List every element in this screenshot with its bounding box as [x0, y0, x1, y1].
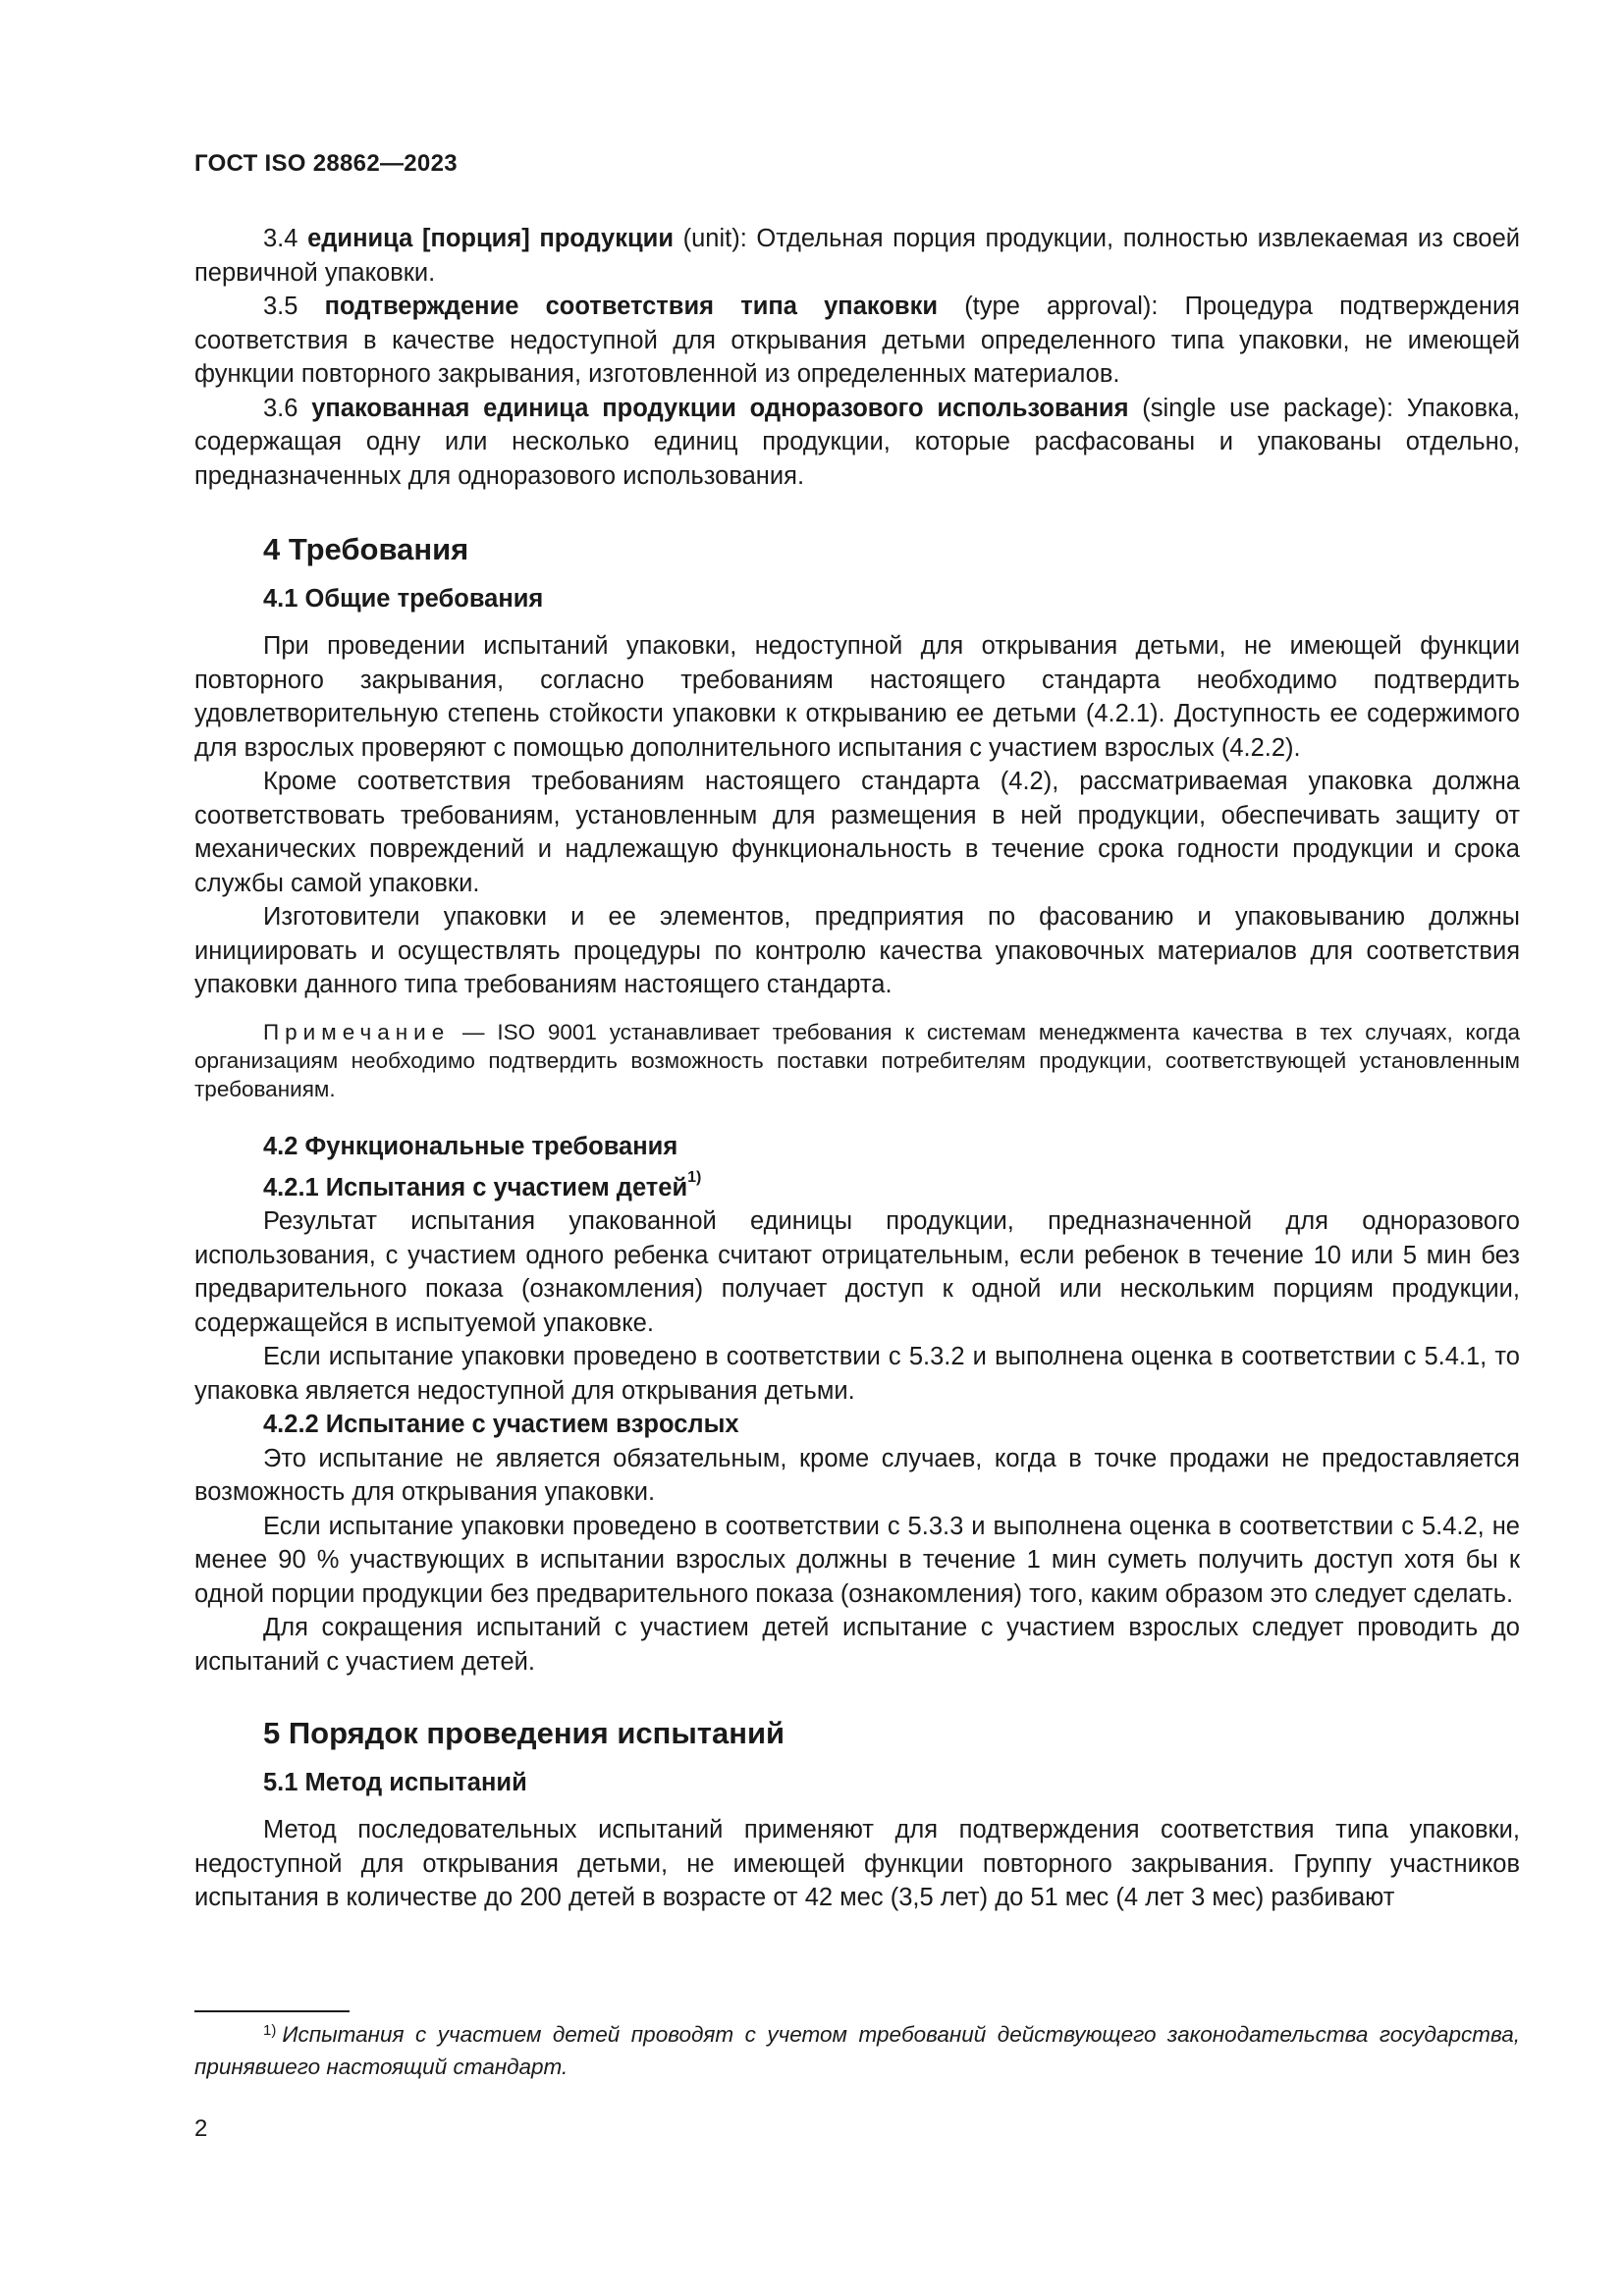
definition-term: подтверждение соответствия типа упаковки: [324, 293, 939, 320]
definition-text: (single use package): Упаковка, содержащая одну или несколько единиц продукции, которые расфасованы и упакованы отдельно, предназначенных для одноразового использования.: [194, 394, 1520, 490]
definition-term: упакованная единица продукции одноразового использования: [311, 394, 1129, 422]
note-text: — ISO 9001 устанавливает требования к системам менеджмента качества в тех случаях, когда организациям необходимо подтвердить возможность поставки потребителям продукции, соответствующей установленным требованиям.: [194, 1019, 1520, 1101]
definition-number: 3.5: [263, 293, 298, 320]
section-5-heading: 5 Порядок проведения испытаний: [263, 1716, 785, 1750]
definition-3-4: [194, 222, 1520, 290]
definition-3-5: [194, 290, 1520, 392]
definition-number: 3.6: [263, 394, 298, 422]
footnote-mark: 1): [263, 2022, 277, 2039]
paragraph: Изготовители упаковки и ее элементов, предприятия по фасованию и упаковыванию должны инициировать и осуществлять процедуры по контролю качества упаковочных материалов для соответствия упаковки данного типа требованиям настоящего стандарта.: [194, 903, 1520, 998]
paragraph: Для сокращения испытаний с участием детей испытание с участием взрослых следует проводить до испытаний с участием детей.: [194, 1614, 1520, 1676]
definition-text: (unit): Отдельная порция продукции, полностью извлекаемая из своей первичной упаковки.: [194, 225, 1521, 287]
definition-text: (type approval): Процедура подтверждения соответствия в качестве недоступной для открывания детьми определенного типа упаковки, не имеющей функции повторного закрывания, изготовленной из определенных материалов.: [194, 293, 1520, 388]
footnote: [194, 2020, 1520, 2082]
paragraph: Метод последовательных испытаний применяют для подтверждения соответствия типа упаковки, недоступной для открывания детьми, не имеющей функции повторного закрывания. Группу участников испытания в количестве до 200 детей в возрасте от 42 мес (3,5 лет) до 51 мес (4 лет 3 мес) разбивают: [194, 1816, 1520, 1911]
paragraph: При проведении испытаний упаковки, недоступной для открывания детьми, не имеющей функции повторного закрывания, согласно требованиям настоящего стандарта необходимо подтвердить удовлетворительную степень стойкости упаковки к открыванию ее детьми (4.2.1). Доступность ее содержимого для взрослых проверяют с помощью дополнительного испытания с участием взрослых (4.2.2).: [194, 632, 1520, 762]
section-5-1-heading: 5.1 Метод испытаний: [263, 1769, 527, 1796]
footnote-text: Испытания с участием детей проводят с учетом требований действующего законодательства государства, принявшего настоящий стандарт.: [194, 2022, 1520, 2079]
paragraph: Результат испытания упакованной единицы продукции, предназначенной для одноразового использования, с участием одного ребенка считают отрицательным, если ребенок в течение 10 или 5 мин без предварительного показа (ознакомления) получает доступ к одной или нескольким порциям продукции, содержащейся в испытуемой упаковке.: [194, 1207, 1520, 1337]
paragraph: Если испытание упаковки проведено в соответствии с 5.3.2 и выполнена оценка в соответствии с 5.4.1, то упаковка является недоступной для открывания детьми.: [194, 1343, 1520, 1405]
document-body: [194, 222, 1520, 1915]
footnote-divider: [194, 2010, 350, 2012]
definition-term: единица [порция] продукции: [307, 225, 675, 252]
paragraph: Это испытание не является обязательным, кроме случаев, когда в точке продажи не предоставляется возможность для открывания упаковки.: [194, 1444, 1520, 1506]
section-4-2-2-heading: 4.2.2 Испытание с участием взрослых: [263, 1411, 739, 1438]
note-label: Примечание: [263, 1019, 451, 1044]
page-number: 2: [194, 2115, 208, 2142]
paragraph: Если испытание упаковки проведено в соответствии с 5.3.3 и выполнена оценка в соответствии с 5.4.2, не менее 90 % участвующих в испытании взрослых должны в течение 1 мин суметь получить доступ хотя бы к одной порции продукции без предварительного показа (ознакомления) того, каким образом это следует сделать.: [194, 1512, 1520, 1608]
section-4-1-heading: 4.1 Общие требования: [263, 585, 544, 613]
definition-3-6: [194, 392, 1520, 494]
definition-number: 3.4: [263, 225, 298, 252]
footnote-reference[interactable]: 1): [687, 1169, 702, 1186]
section-4-2-1-heading: [194, 1171, 1520, 1205]
section-4-2-1-title: 4.2.1 Испытания с участием детей: [263, 1173, 688, 1201]
note: [194, 1018, 1520, 1103]
paragraph: Кроме соответствия требованиям настоящего стандарта (4.2), рассматриваемая упаковка должна соответствовать требованиям, установленным для размещения в ней продукции, обеспечивать защиту от механических повреждений и надлежащую функциональность в течение срока годности продукции и срока службы самой упаковки.: [194, 768, 1520, 897]
section-4-2-heading: 4.2 Функциональные требования: [263, 1132, 678, 1160]
section-4-heading: 4 Требования: [263, 532, 469, 566]
document-header: ГОСТ ISO 28862—2023: [194, 150, 458, 177]
